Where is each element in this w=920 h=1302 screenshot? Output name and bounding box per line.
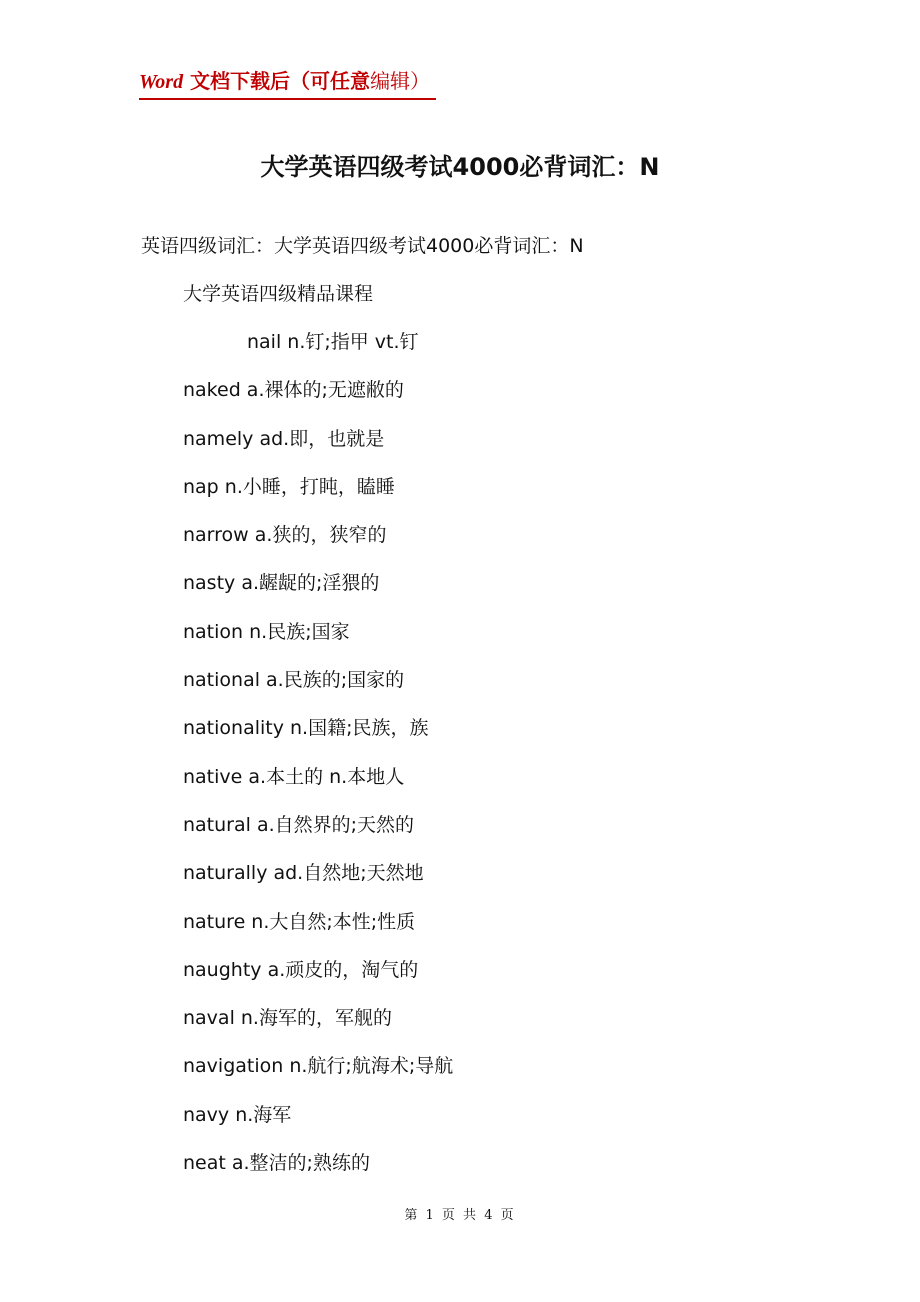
vocabulary-entry: native a.本土的 n.本地人 bbox=[183, 765, 405, 788]
banner-word-label: Word bbox=[139, 71, 184, 93]
vocabulary-entry: nationality n.国籍;民族，族 bbox=[183, 717, 429, 740]
vocabulary-entry: namely ad.即，也就是 bbox=[183, 427, 385, 450]
vocabulary-entry: nation n.民族;国家 bbox=[183, 620, 350, 643]
vocabulary-entry: naval n.海军的，军舰的 bbox=[183, 1007, 392, 1030]
vocabulary-entry: narrow a.狭的，狭窄的 bbox=[183, 524, 387, 547]
vocabulary-entry: nap n.小睡，打盹，瞌睡 bbox=[183, 475, 395, 498]
intro-paragraph: 英语四级词汇：大学英语四级考试4000必背词汇：N bbox=[141, 235, 584, 257]
vocabulary-entry: nail n.钉;指甲 vt.钉 bbox=[247, 331, 419, 353]
vocabulary-entry: neat a.整洁的;熟练的 bbox=[183, 1152, 370, 1175]
vocabulary-entry: naughty a.顽皮的，淘气的 bbox=[183, 958, 419, 981]
vocabulary-entry: nature n.大自然;本性;性质 bbox=[183, 910, 416, 933]
vocabulary-entry: navy n.海军 bbox=[183, 1103, 292, 1126]
vocabulary-entry: naturally ad.自然地;天然地 bbox=[183, 862, 424, 885]
vocabulary-entry: nasty a.龌龊的;淫猥的 bbox=[183, 572, 380, 595]
document-title: 大学英语四级考试4000必背词汇：N bbox=[260, 153, 660, 181]
banner-text: 文档下载后（可任意 bbox=[183, 69, 371, 93]
course-heading: 大学英语四级精品课程 bbox=[183, 283, 374, 305]
page-number-footer: 第 1 页 共 4 页 bbox=[404, 1208, 516, 1223]
vocabulary-entry: naked a.裸体的;无遮敝的 bbox=[183, 379, 404, 402]
vocabulary-entry: navigation n.航行;航海术;导航 bbox=[183, 1055, 454, 1078]
vocabulary-entry: national a.民族的;国家的 bbox=[183, 669, 405, 692]
banner-text-tail: 编辑） bbox=[370, 69, 431, 93]
download-banner[interactable] bbox=[139, 66, 436, 100]
vocabulary-entry: natural a.自然界的;天然的 bbox=[183, 813, 415, 836]
vocabulary-list bbox=[183, 328, 453, 1197]
